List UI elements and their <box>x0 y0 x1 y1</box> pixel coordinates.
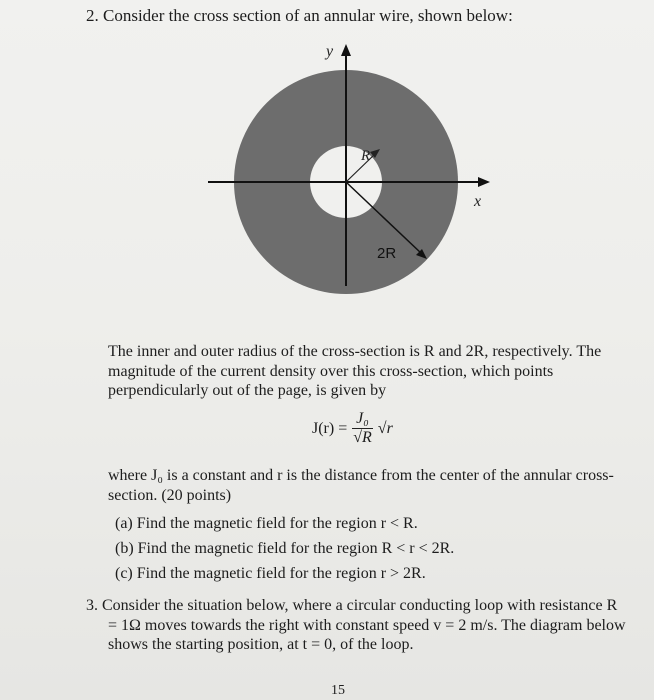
part-c: (c) Find the magnetic field for the region r > 2R. <box>115 565 426 582</box>
part-b: (b) Find the magnetic field for the region R < r < 2R. <box>115 540 455 557</box>
equation-lhs: J(r) = <box>312 419 348 437</box>
x-axis-label: x <box>474 193 482 210</box>
y-axis-arrow <box>341 44 351 56</box>
problem-3 <box>86 596 626 655</box>
equation-rhs: √r <box>377 419 393 437</box>
equation-fraction <box>351 410 374 447</box>
part-a: (a) Find the magnetic field for the region r < R. <box>115 515 418 532</box>
annular-wire-figure <box>200 36 500 306</box>
problem-2-definition: where J₀ is a constant and r is the distance from the center of the annular cross-section. (20 points) <box>108 467 614 504</box>
problem-2-title: 2. Consider the cross section of an annular wire, shown below: <box>86 6 513 25</box>
problem-3-text: 3. Consider the situation below, where a circular conducting loop with resistance R = 1Ω moves towards the right with constant speed v = 2 m/s. The diagram below shows the starting position, at t = 0, of the loop. <box>86 597 626 653</box>
equation-denominator: √R <box>353 429 372 446</box>
equation-numerator: J₀ <box>352 410 373 429</box>
x-axis-arrow <box>478 177 490 187</box>
outer-radius-label: 2R <box>377 245 397 262</box>
y-axis-label: y <box>326 43 334 60</box>
inner-radius-label: R <box>361 148 371 164</box>
problem-2-description: The inner and outer radius of the cross-section is R and 2R, respectively. The magnitude of the current density over this cross-section, which points perpendicularly out of the page, is given by <box>108 343 602 399</box>
page-number: 15 <box>331 683 345 698</box>
current-density-equation <box>312 410 393 447</box>
